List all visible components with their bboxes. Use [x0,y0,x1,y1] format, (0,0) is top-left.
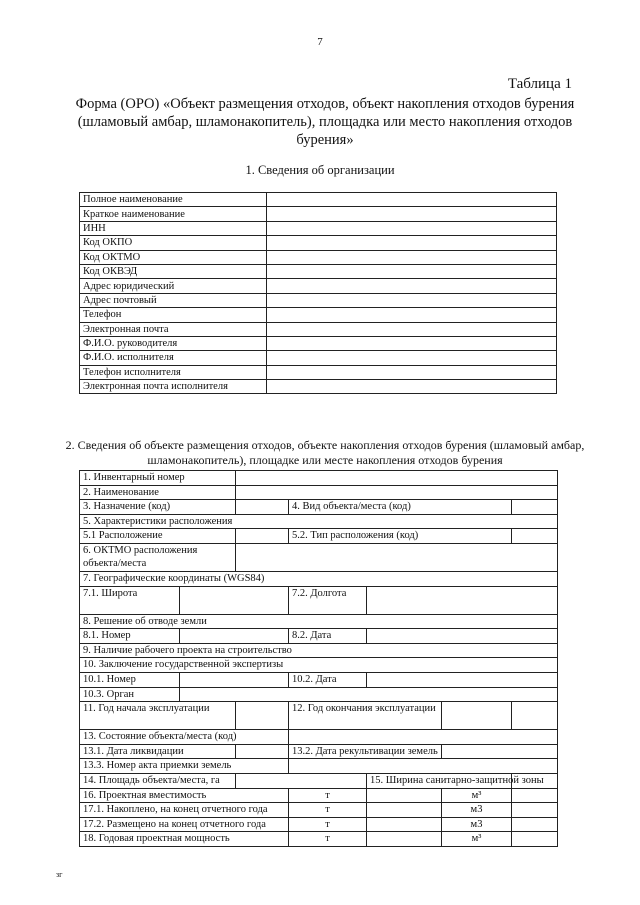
cell-label: 16. Проектная вместимость [80,788,289,803]
value-cell [512,788,558,803]
cell-label: 17.2. Размещено на конец отчетного года [80,817,289,832]
field-label: Код ОКПО [80,236,267,250]
cell-label: 18. Годовая проектная мощность [80,832,289,847]
value-cell [442,702,512,730]
field-label: Ф.И.О. исполнителя [80,351,267,365]
cell-label: 13.1. Дата ликвидации [80,744,236,759]
value-cell [267,221,557,235]
table-row [80,643,558,658]
value-cell [180,687,558,702]
value-cell [367,832,442,847]
table-row [80,529,558,544]
value-cell [267,308,557,322]
table-row [80,687,558,702]
field-label: Электронная почта исполнителя [80,380,267,394]
cell-label: 2. Наименование [80,485,236,500]
cell-label: 13.3. Номер акта приемки земель [80,759,289,774]
table-row [80,817,558,832]
table-row [80,514,558,529]
value-cell [236,543,558,571]
table-row [80,264,557,278]
section1-heading: 1. Сведения об организации [245,163,395,177]
page-number: 7 [317,36,323,48]
table-row [80,730,558,745]
table-row [80,250,557,264]
cell-label: 3. Назначение (код) [80,500,236,515]
table-row [80,336,557,350]
field-label: Ф.И.О. руководителя [80,336,267,350]
cell-label: 7.2. Долгота [289,586,367,614]
unit-cell: т [289,832,367,847]
value-cell [236,529,289,544]
value-cell [289,759,558,774]
cell-label: 5.1 Расположение [80,529,236,544]
value-cell [367,586,558,614]
table-row [80,221,557,235]
unit-cell: т [289,803,367,818]
cell-label: 10.3. Орган [80,687,180,702]
table-row [80,571,558,586]
table-row [80,832,558,847]
value-cell [512,803,558,818]
value-cell [367,817,442,832]
table-row [80,658,558,673]
value-cell [512,817,558,832]
table-row [80,759,558,774]
value-cell [512,500,558,515]
footer-mark: зг [56,870,63,879]
cell-label: 11. Год начала эксплуатации [80,702,236,730]
value-cell [267,336,557,350]
cell-label: 10. Заключение государственной экспертизы [80,658,558,673]
table-row [80,773,558,788]
table-row [80,672,558,687]
field-label: Адрес юридический [80,279,267,293]
table-row [80,788,558,803]
table-row [80,543,558,571]
table-row [80,365,557,379]
table-row [80,485,558,500]
value-cell [267,193,557,207]
unit-cell: т [289,788,367,803]
unit-cell: м3 [442,803,512,818]
value-cell [367,788,442,803]
field-label: Код ОКВЭД [80,264,267,278]
field-label: Полное наименование [80,193,267,207]
cell-label: 9. Наличие рабочего проекта на строительство [80,643,558,658]
value-cell [267,351,557,365]
organization-table [79,192,557,394]
table-row [80,629,558,644]
value-cell [267,250,557,264]
table-row [80,193,557,207]
value-cell [512,529,558,544]
cell-label: 13. Состояние объекта/места (код) [80,730,289,745]
value-cell [236,500,289,515]
table-row [80,351,557,365]
value-cell [289,730,558,745]
object-table [79,470,558,847]
value-cell [512,702,558,730]
cell-label: 1. Инвентарный номер [80,471,236,486]
cell-label: 8.2. Дата [289,629,367,644]
value-cell [180,672,289,687]
field-label: Электронная почта [80,322,267,336]
cell-label: 10.2. Дата [289,672,367,687]
table-row [80,744,558,759]
cell-label: 13.2. Дата рекультивации земель [289,744,442,759]
cell-label: 6. ОКТМО расположения объекта/места [80,543,236,571]
value-cell [267,264,557,278]
field-label: ИНН [80,221,267,235]
table-row [80,586,558,614]
field-label: Краткое наименование [80,207,267,221]
table-row [80,279,557,293]
cell-label: 4. Вид объекта/места (код) [289,500,512,515]
cell-label: 17.1. Накоплено, на конец отчетного года [80,803,289,818]
value-cell [367,803,442,818]
cell-label: 12. Год окончания эксплуатации [289,702,442,730]
table-row [80,308,557,322]
cell-label: 8.1. Номер [80,629,180,644]
value-cell [267,207,557,221]
field-label: Код ОКТМО [80,250,267,264]
cell-label: 14. Площадь объекта/места, га [80,773,236,788]
value-cell [367,672,558,687]
value-cell [180,629,289,644]
value-cell [267,322,557,336]
table-row [80,471,558,486]
table-row [80,293,557,307]
table-row [80,702,558,730]
value-cell [267,236,557,250]
cell-label: 8. Решение об отводе земли [80,614,558,629]
cell-label: 7.1. Широта [80,586,180,614]
value-cell [267,380,557,394]
value-cell [267,279,557,293]
field-label: Телефон [80,308,267,322]
value-cell [236,744,289,759]
value-cell [267,293,557,307]
table-row [80,322,557,336]
value-cell [236,485,558,500]
unit-cell: м3 [442,817,512,832]
value-cell [236,471,558,486]
value-cell [367,629,558,644]
section2-heading: 2. Сведения об объекте размещения отходов, объекте накопления отходов бурения (шламовый амбар, шламонакопитель), площадке или месте накопления отходов бурения [65,438,585,467]
cell-label: 5. Характеристики расположения [80,514,558,529]
value-cell [267,365,557,379]
value-cell [512,832,558,847]
unit-cell: т [289,817,367,832]
cell-label: 15. Ширина санитарно-защитной зоны [367,773,512,788]
cell-label: 7. Географические координаты (WGS84) [80,571,558,586]
unit-cell: м³ [442,832,512,847]
cell-label: 5.2. Тип расположения (код) [289,529,512,544]
value-cell [180,586,289,614]
table-row [80,207,557,221]
table-row [80,614,558,629]
table-row [80,236,557,250]
form-title: Форма (ОРО) «Объект размещения отходов, объект накопления отходов бурения (шламовый амбар, шламонакопитель), площадка или место накопления отходов бурения» [75,96,575,148]
cell-label: 10.1. Номер [80,672,180,687]
table-row [80,500,558,515]
field-label: Адрес почтовый [80,293,267,307]
table-row [80,803,558,818]
value-cell [236,773,367,788]
table-row [80,380,557,394]
value-cell [442,744,558,759]
field-label: Телефон исполнителя [80,365,267,379]
value-cell [236,702,289,730]
unit-cell: м³ [442,788,512,803]
table-label: Таблица 1 [507,76,572,92]
